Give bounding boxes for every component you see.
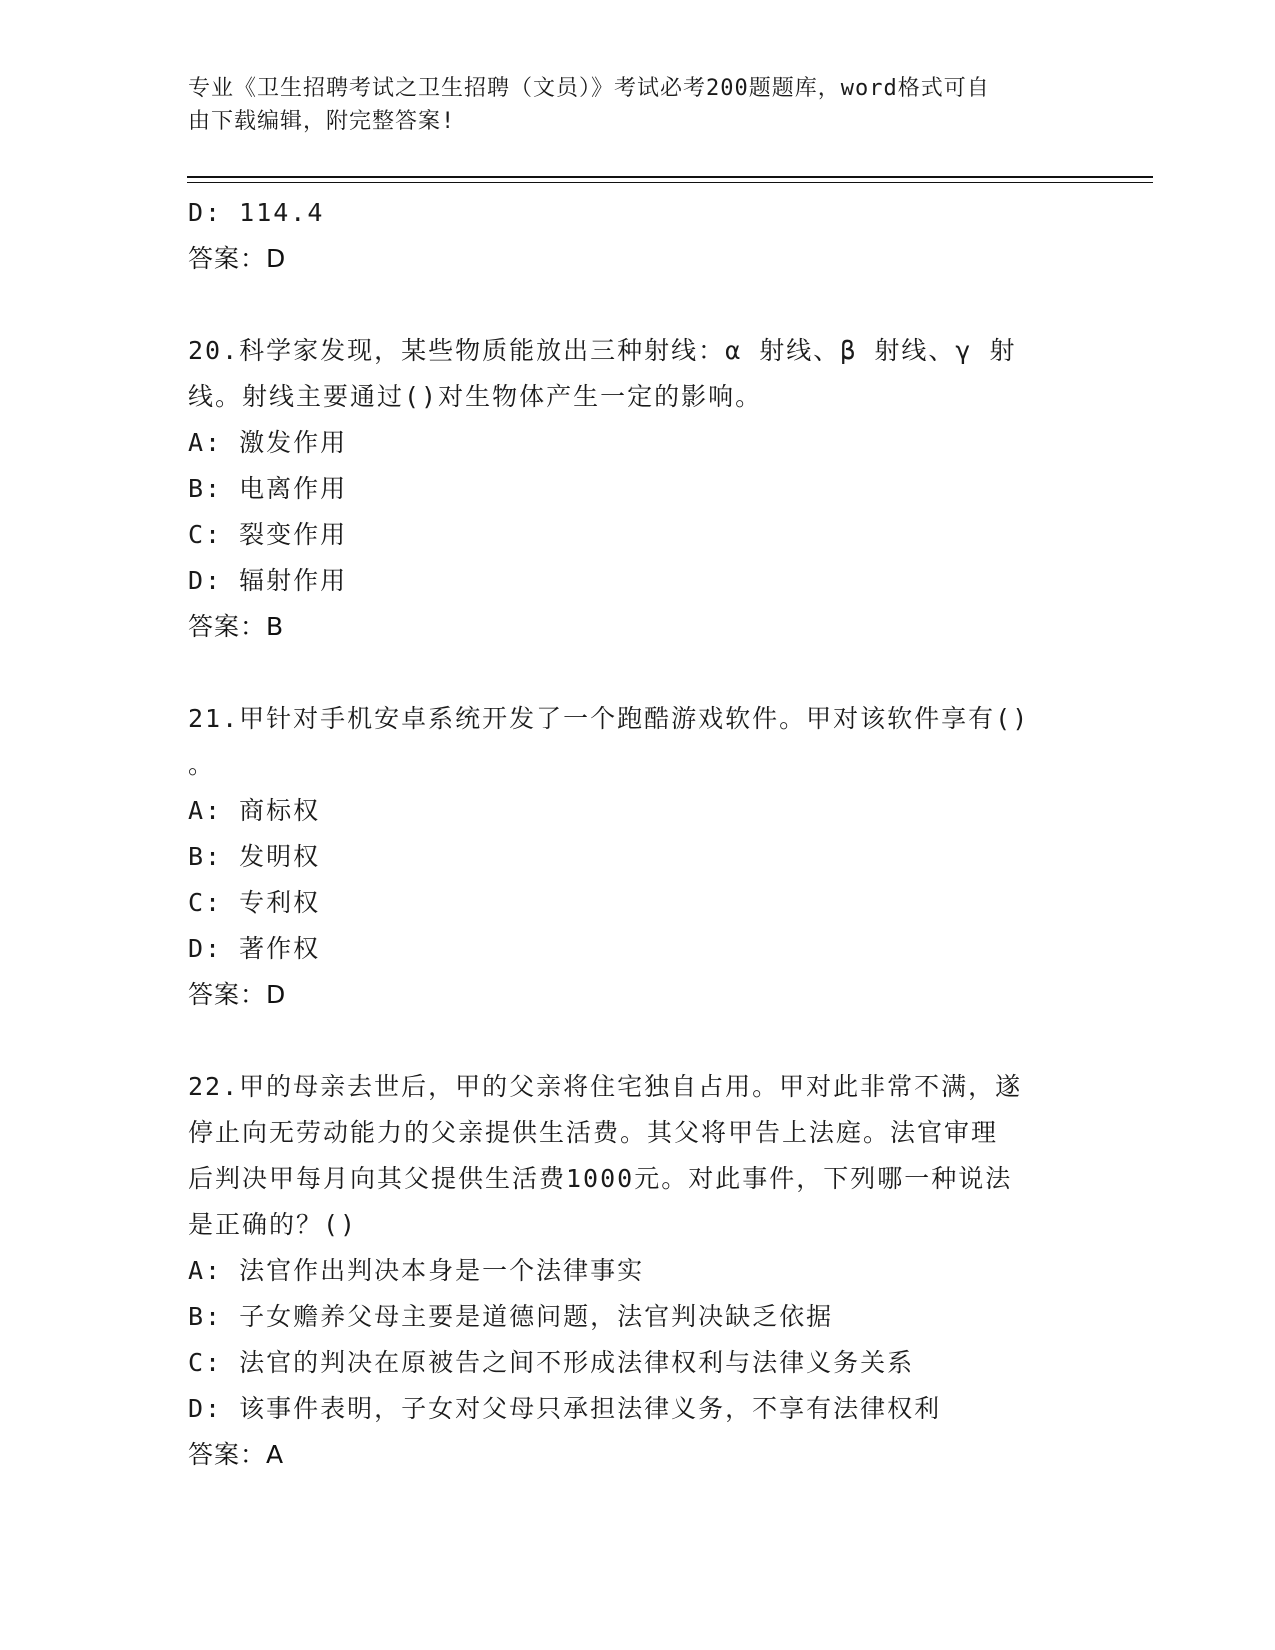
option-b: B: 电离作用 xyxy=(188,474,348,503)
page-header xyxy=(188,72,1088,138)
spacer xyxy=(188,1018,1088,1064)
answer-line: 答案：A xyxy=(188,1440,285,1469)
question-stem-line: 。 xyxy=(188,750,216,779)
answer-line: 答案：D xyxy=(188,980,287,1009)
answer-line: 答案：B xyxy=(188,612,285,641)
question-21 xyxy=(188,696,1088,1018)
question-stem-line: 21.甲针对手机安卓系统开发了一个跑酷游戏软件。甲对该软件享有() xyxy=(188,704,1030,733)
header-line-1: 专业《卫生招聘考试之卫生招聘（文员）》考试必考200题题库，word格式可自 xyxy=(188,76,990,101)
option-d: D: 著作权 xyxy=(188,934,321,963)
prev-option-d: D: 114.4 xyxy=(188,198,325,227)
option-d: D: 辐射作用 xyxy=(188,566,348,595)
option-d: D: 该事件表明，子女对父母只承担法律义务，不享有法律权利 xyxy=(188,1394,942,1423)
spacer xyxy=(188,282,1088,328)
question-content xyxy=(188,190,1088,1478)
header-rule-thin xyxy=(187,182,1153,183)
question-stem-line: 线。射线主要通过()对生物体产生一定的影响。 xyxy=(188,382,763,411)
option-b: B: 子女赡养父母主要是道德问题，法官判决缺乏依据 xyxy=(188,1302,834,1331)
header-line-2: 由下载编辑，附完整答案! xyxy=(188,109,456,134)
option-b: B: 发明权 xyxy=(188,842,321,871)
question-stem-line: 是正确的？() xyxy=(188,1210,358,1239)
spacer xyxy=(188,650,1088,696)
question-stem-line: 22.甲的母亲去世后，甲的父亲将住宅独自占用。甲对此非常不满，遂 xyxy=(188,1072,1023,1101)
prev-answer: 答案：D xyxy=(188,244,287,273)
question-22 xyxy=(188,1064,1088,1478)
question-stem-line: 停止向无劳动能力的父亲提供生活费。其父将甲告上法庭。法官审理 xyxy=(188,1118,999,1147)
option-c: C: 裂变作用 xyxy=(188,520,348,549)
option-c: C: 法官的判决在原被告之间不形成法律权利与法律义务关系 xyxy=(188,1348,915,1377)
question-20 xyxy=(188,328,1088,650)
option-a: A: 法官作出判决本身是一个法律事实 xyxy=(188,1256,645,1285)
question-stem-line: 后判决甲每月向其父提供生活费1000元。对此事件，下列哪一种说法 xyxy=(188,1164,1013,1193)
question-stem-line: 20.科学家发现，某些物质能放出三种射线：α 射线、β 射线、γ 射 xyxy=(188,336,1017,365)
option-a: A: 商标权 xyxy=(188,796,321,825)
header-rule-thick xyxy=(187,176,1153,178)
option-c: C: 专利权 xyxy=(188,888,321,917)
option-a: A: 激发作用 xyxy=(188,428,348,457)
